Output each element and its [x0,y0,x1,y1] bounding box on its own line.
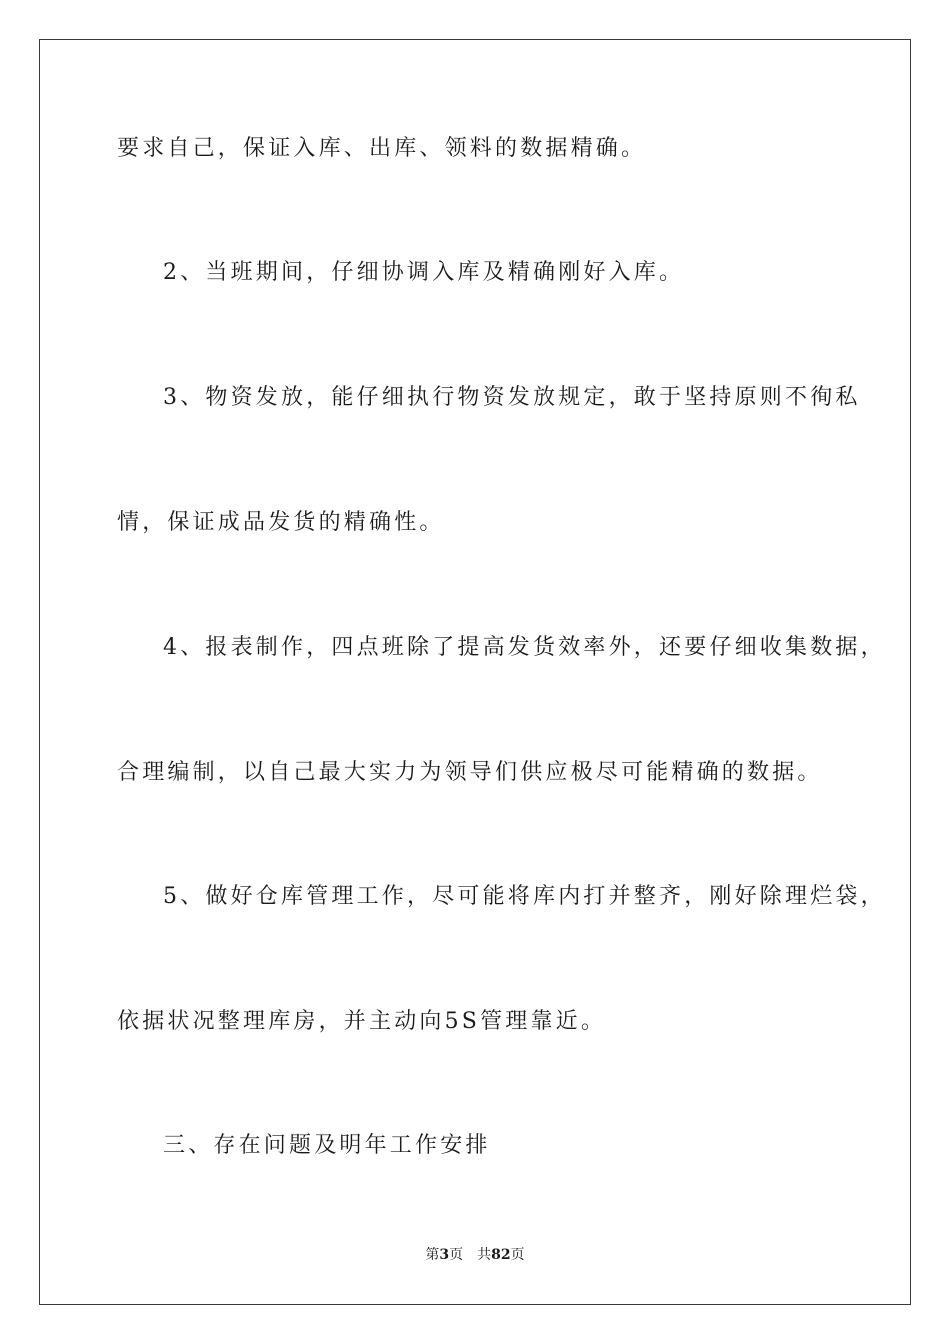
paragraph-line: 要求自己，保证入库、出库、领料的数据精确。 [117,136,647,161]
page-footer [0,1248,950,1262]
paragraph-line: 4、报表制作，四点班除了提高发货效率外，还要仔细收集数据， [163,635,886,660]
total-suffix: 页 [510,1247,525,1263]
paragraph-line: 3、物资发放，能仔细执行物资发放规定，敢于坚持原则不徇私 [163,385,861,410]
paragraph-line: 2、当班期间，仔细协调入库及精确刚好入库。 [163,260,685,285]
paragraph-line: 情，保证成品发货的精确性。 [117,510,445,535]
page-prefix: 第 [425,1247,440,1263]
section-heading: 三、存在问题及明年工作安排 [163,1133,491,1158]
page-suffix: 页 [449,1247,464,1263]
page-border [39,39,911,1305]
paragraph-line: 依据状况整理库房，并主动向5S管理靠近。 [117,1009,607,1034]
page-number: 3 [439,1247,450,1263]
total-prefix: 共 [477,1247,492,1263]
paragraph-line: 合理编制，以自己最大实力为领导们供应极尽可能精确的数据。 [117,760,823,785]
total-pages: 82 [491,1247,511,1263]
paragraph-line: 5、做好仓库管理工作，尽可能将库内打并整齐，刚好除理烂袋， [163,884,886,909]
